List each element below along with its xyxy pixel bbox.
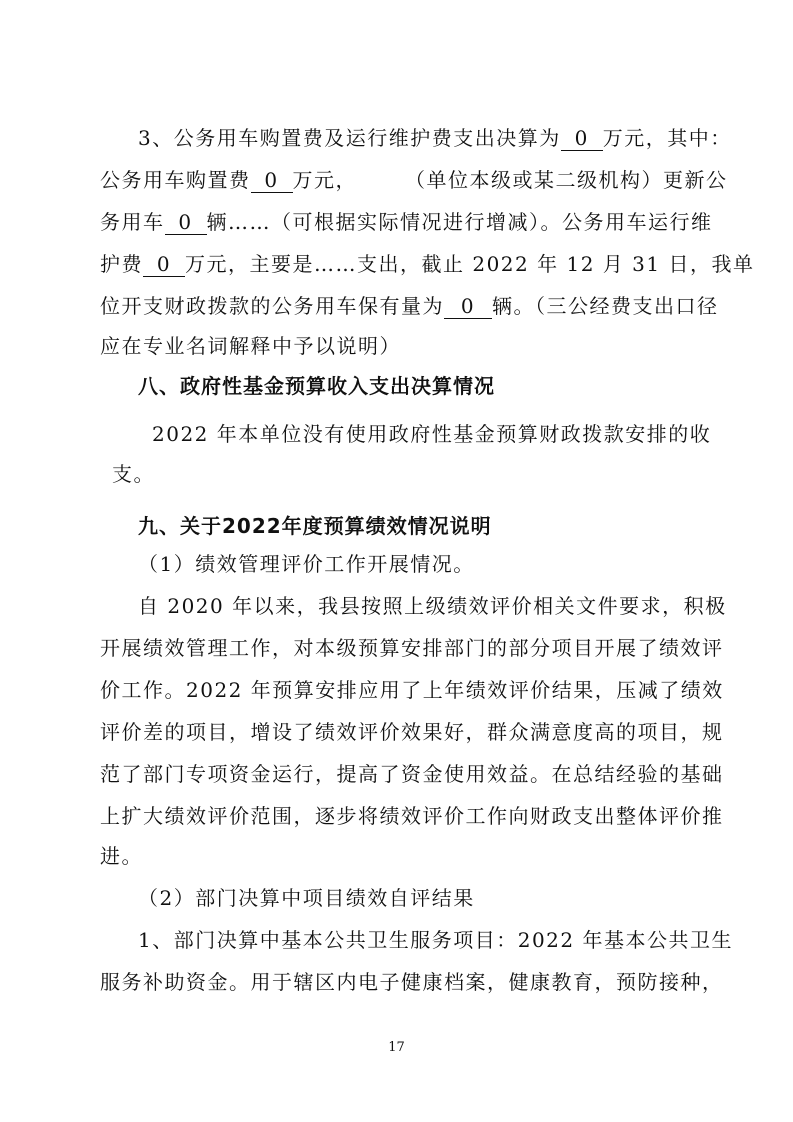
para-performance-line-2: 开展绩效管理工作，对本级预算安排部门的部分项目开展了绩效评: [100, 636, 724, 660]
para-performance-line-1: 自 2020 年以来，我县按照上级绩效评价相关文件要求，积极: [138, 594, 727, 618]
para-performance-line-4: 评价差的项目，增设了绩效评价效果好，群众满意度高的项目，规: [100, 720, 724, 744]
vehicle-maintenance-value: 0: [143, 252, 185, 277]
text-segment: 务用车: [100, 210, 165, 234]
para-performance-line-7: 进。: [100, 844, 143, 868]
para-performance-line-6: 上扩大绩效评价范围，逐步将绩效评价工作向财政支出整体评价推: [100, 804, 724, 828]
section-8-para-line-1: 2022 年本单位没有使用政府性基金预算财政拨款安排的收: [152, 422, 712, 446]
text-segment: 万元，主要是……支出，截止 2022 年 12 月 31 日，我单: [185, 252, 755, 276]
vehicle-count-value: 0: [165, 210, 207, 235]
para-performance-line-3: 价工作。2022 年预算安排应用了上年绩效评价结果，压减了绩效: [100, 678, 724, 702]
para-health-service-line-2: 服务补助资金。用于辖区内电子健康档案，健康教育，预防接种，: [100, 970, 724, 994]
text-segment: 万元，其中：: [602, 126, 732, 150]
vehicle-purchase-value: 0: [251, 168, 293, 193]
subheading-self-evaluation: （2）部门决算中项目绩效自评结果: [138, 886, 475, 910]
text-segment: （单位本级或某二级机构）更新公: [405, 168, 728, 192]
text-segment: 万元，: [292, 168, 357, 192]
section-8-heading: 八、政府性基金预算收入支出决算情况: [138, 374, 495, 398]
text-segment: 辆……（可根据实际情况进行增减）。公务用车运行维: [206, 210, 713, 234]
text-segment: 公务用车购置费: [100, 168, 251, 192]
para-vehicle-line-2: [100, 166, 728, 194]
subheading-performance-management: （1）绩效管理评价工作开展情况。: [138, 552, 475, 576]
text-segment: 位开支财政拨款的公务用车保有量为: [100, 294, 444, 318]
text-segment: 护费: [100, 252, 143, 276]
para-vehicle-line-3: [100, 208, 713, 236]
para-performance-line-5: 范了部门专项资金运行，提高了资金使用效益。在总结经验的基础: [100, 762, 724, 786]
para-vehicle-line-6: 应在专业名词解释中予以说明）: [100, 334, 401, 358]
section-9-heading: 九、关于2022年度预算绩效情况说明: [138, 514, 492, 538]
vehicle-total-value: 0: [561, 126, 603, 151]
text-segment: 3、公务用车购置费及运行维护费支出决算为: [138, 126, 561, 150]
section-8-para-line-2: 支。: [112, 462, 155, 486]
text-segment: 辆。（三公经费支出口径: [492, 294, 719, 318]
para-vehicle-line-1: [138, 124, 732, 152]
vehicle-holding-value: 0: [444, 294, 492, 319]
para-health-service-line-1: 1、部门决算中基本公共卫生服务项目：2022 年基本公共卫生: [138, 928, 733, 952]
para-vehicle-line-4: [100, 250, 755, 278]
para-vehicle-line-5: [100, 292, 719, 320]
page-number: 17: [388, 1040, 405, 1055]
